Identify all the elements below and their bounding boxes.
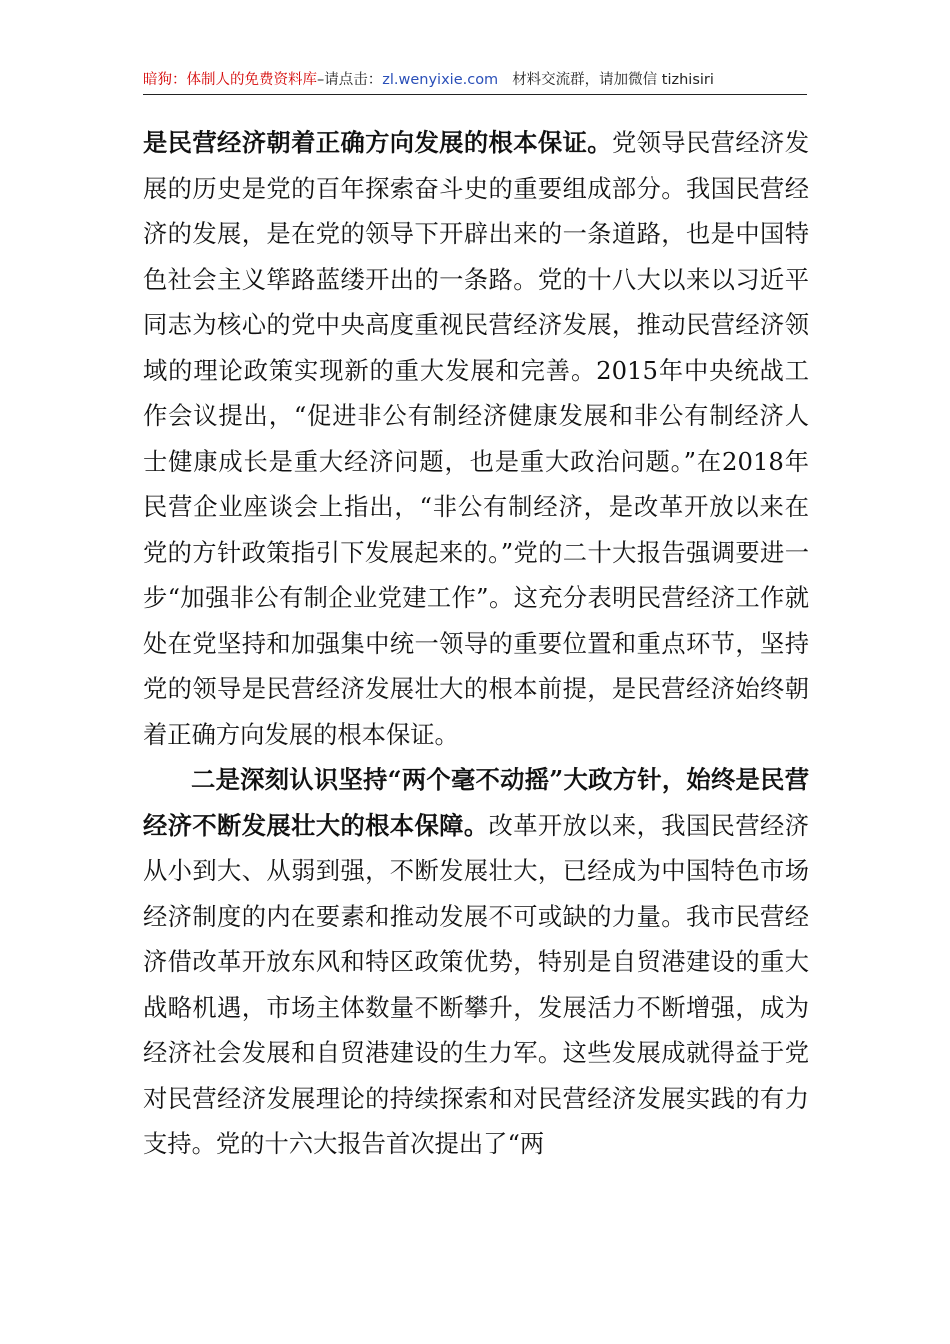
page-header — [143, 66, 807, 95]
header-link[interactable]: zl.wenyixie.com — [382, 72, 499, 88]
header-brand: 暗狗：体制人的免费资料库 — [143, 72, 317, 88]
paragraph-1-bold: 是民营经济朝着正确方向发展的根本保证。 — [143, 128, 612, 157]
paragraph-2-text: 改革开放以来，我国民营经济从小到大、从弱到强，不断发展壮大，已经成为中国特色市场经济制度的内在要素和推动发展不可或缺的力量。我市民营经济借改革开放东风和特区政策优势，特别是自贸港建设的重大战略机遇，市场主体数量不断攀升，发展活力不断增强，成为经济社会发展和自贸港建设的生力军。这些发展成就得益于党对民营经济发展理论的持续探索和对民营经济发展实践的有力支持。党的十六大报告首次提出了“两 — [143, 810, 809, 1158]
document-body — [143, 120, 809, 1167]
header-separator: –请点击： — [317, 72, 383, 88]
paragraph-1-text: 党领导民营经济发展的历史是党的百年探索奋斗史的重要组成部分。我国民营经济的发展，是在党的领导下开辟出来的一条道路，也是中国特色社会主义筚路蓝缕开出的一条路。党的十八大以来以习近平同志为核心的党中央高度重视民营经济发展，推动民营经济领域的理论政策实现新的重大发展和完善。2015年中央统战工作会议提出，“促进非公有制经济健康发展和非公有制经济人士健康成长是重大经济问题，也是重大政治问题。”在2018年民营企业座谈会上指出，“非公有制经济，是改革开放以来在党的方针政策指引下发展起来的。”党的二十大报告强调要进一步“加强非公有制企业党建工作”。这充分表明民营经济工作就处在党坚持和加强集中统一领导的重要位置和重点环节，坚持党的领导是民营经济发展壮大的根本前提，是民营经济始终朝着正确方向发展的根本保证。 — [143, 128, 809, 749]
header-contact: 材料交流群，请加微信 tizhisiri — [512, 72, 714, 88]
paragraph-2 — [143, 757, 809, 1167]
paragraph-2-bold: 二是深刻认识坚持“两个毫不动摇”大政方针，始终是民营经济不断发展壮大的根本保障。 — [143, 765, 809, 840]
paragraph-1 — [143, 120, 809, 757]
